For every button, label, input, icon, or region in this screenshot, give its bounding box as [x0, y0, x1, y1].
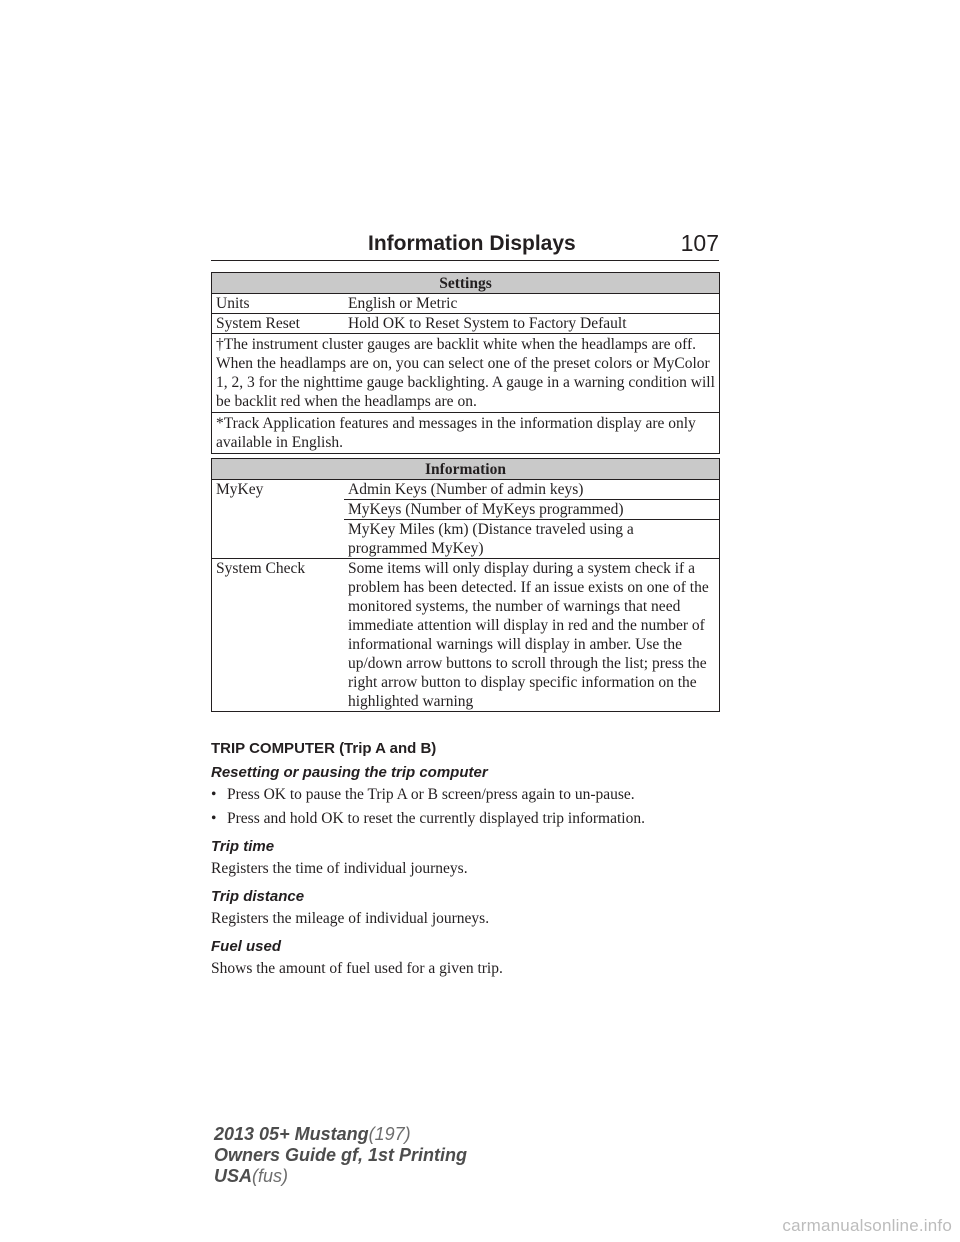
trip-distance-heading: Trip distance [211, 888, 305, 905]
table-note-row [212, 334, 720, 413]
settings-value-units: English or Metric [344, 294, 720, 314]
trip-computer-heading: TRIP COMPUTER (Trip A and B) [211, 740, 437, 757]
mykey-label-spacer [212, 520, 345, 559]
bullet-glyph: • [211, 810, 217, 827]
settings-heading: Settings [212, 273, 720, 294]
table-row [212, 314, 720, 334]
print-footer [214, 1124, 467, 1187]
trip-time-text: Registers the time of individual journeys. [211, 860, 468, 877]
table-header-row [212, 459, 720, 480]
footer-page-ref: (197) [368, 1124, 411, 1144]
page-number: 107 [680, 230, 719, 256]
mykey-label-spacer [212, 500, 345, 520]
information-heading: Information [212, 459, 720, 480]
table-header-row [212, 273, 720, 294]
reset-heading: Resetting or pausing the trip computer [211, 764, 488, 781]
list-item [211, 810, 720, 828]
bullet-glyph: • [211, 786, 217, 803]
footer-line-3 [214, 1166, 467, 1187]
table-row [212, 559, 720, 712]
system-check-text: Some items will only display during a system check if a problem has been detected. If an issue exists on one of the monitored systems, the number of warnings that need immediate attention will display in red and the number of informational warnings will display in amber. Use the up/down arrow buttons to scroll through the list; press the right arrow button to display specific information on the highlighted warning [344, 559, 720, 712]
page-title: Information Displays [368, 232, 576, 255]
track-app-note: *Track Application features and messages in the information display are only available in English. [212, 413, 720, 454]
table-row [212, 520, 720, 559]
mykey-miles: MyKey Miles (km) (Distance traveled using a programmed MyKey) [344, 520, 720, 559]
trip-computer-section [211, 740, 720, 988]
footer-market-code: (fus) [252, 1166, 289, 1186]
footer-line-1 [214, 1124, 467, 1145]
table-row [212, 480, 720, 500]
mykey-admin-keys: Admin Keys (Number of admin keys) [344, 480, 720, 500]
site-watermark: carmanualsonline.info [782, 1216, 952, 1235]
settings-table [211, 272, 720, 454]
list-item [211, 786, 720, 804]
mykey-label: MyKey [212, 480, 345, 500]
table-row [212, 500, 720, 520]
fuel-used-heading: Fuel used [211, 938, 282, 955]
information-table [211, 458, 720, 712]
mykey-mykeys: MyKeys (Number of MyKeys programmed) [344, 500, 720, 520]
footer-guide: Owners Guide gf, 1st Printing [214, 1145, 468, 1165]
settings-label-units: Units [212, 294, 345, 314]
fuel-used-text: Shows the amount of fuel used for a given trip. [211, 960, 503, 977]
settings-value-system-reset: Hold OK to Reset System to Factory Default [344, 314, 720, 334]
trip-time-heading: Trip time [211, 838, 275, 855]
footer-model: 2013 05+ Mustang [214, 1124, 369, 1144]
backlight-note: †The instrument cluster gauges are backlit white when the headlamps are off. When the headlamps are on, you can select one of the preset colors or MyColor 1, 2, 3 for the nighttime gauge backlighting. A gauge in a warning condition will be backlit red when the headlamps are on. [212, 334, 720, 413]
footer-line-2 [214, 1145, 467, 1166]
page-header [211, 228, 719, 261]
footer-market: USA [214, 1166, 253, 1186]
table-row [212, 294, 720, 314]
bullet-text: Press and hold OK to reset the currently displayed trip information. [227, 810, 645, 827]
table-note-row [212, 413, 720, 454]
settings-label-system-reset: System Reset [212, 314, 345, 334]
system-check-label: System Check [212, 559, 345, 712]
trip-distance-text: Registers the mileage of individual journeys. [211, 910, 490, 927]
bullet-text: Press OK to pause the Trip A or B screen/press again to un-pause. [227, 786, 635, 803]
